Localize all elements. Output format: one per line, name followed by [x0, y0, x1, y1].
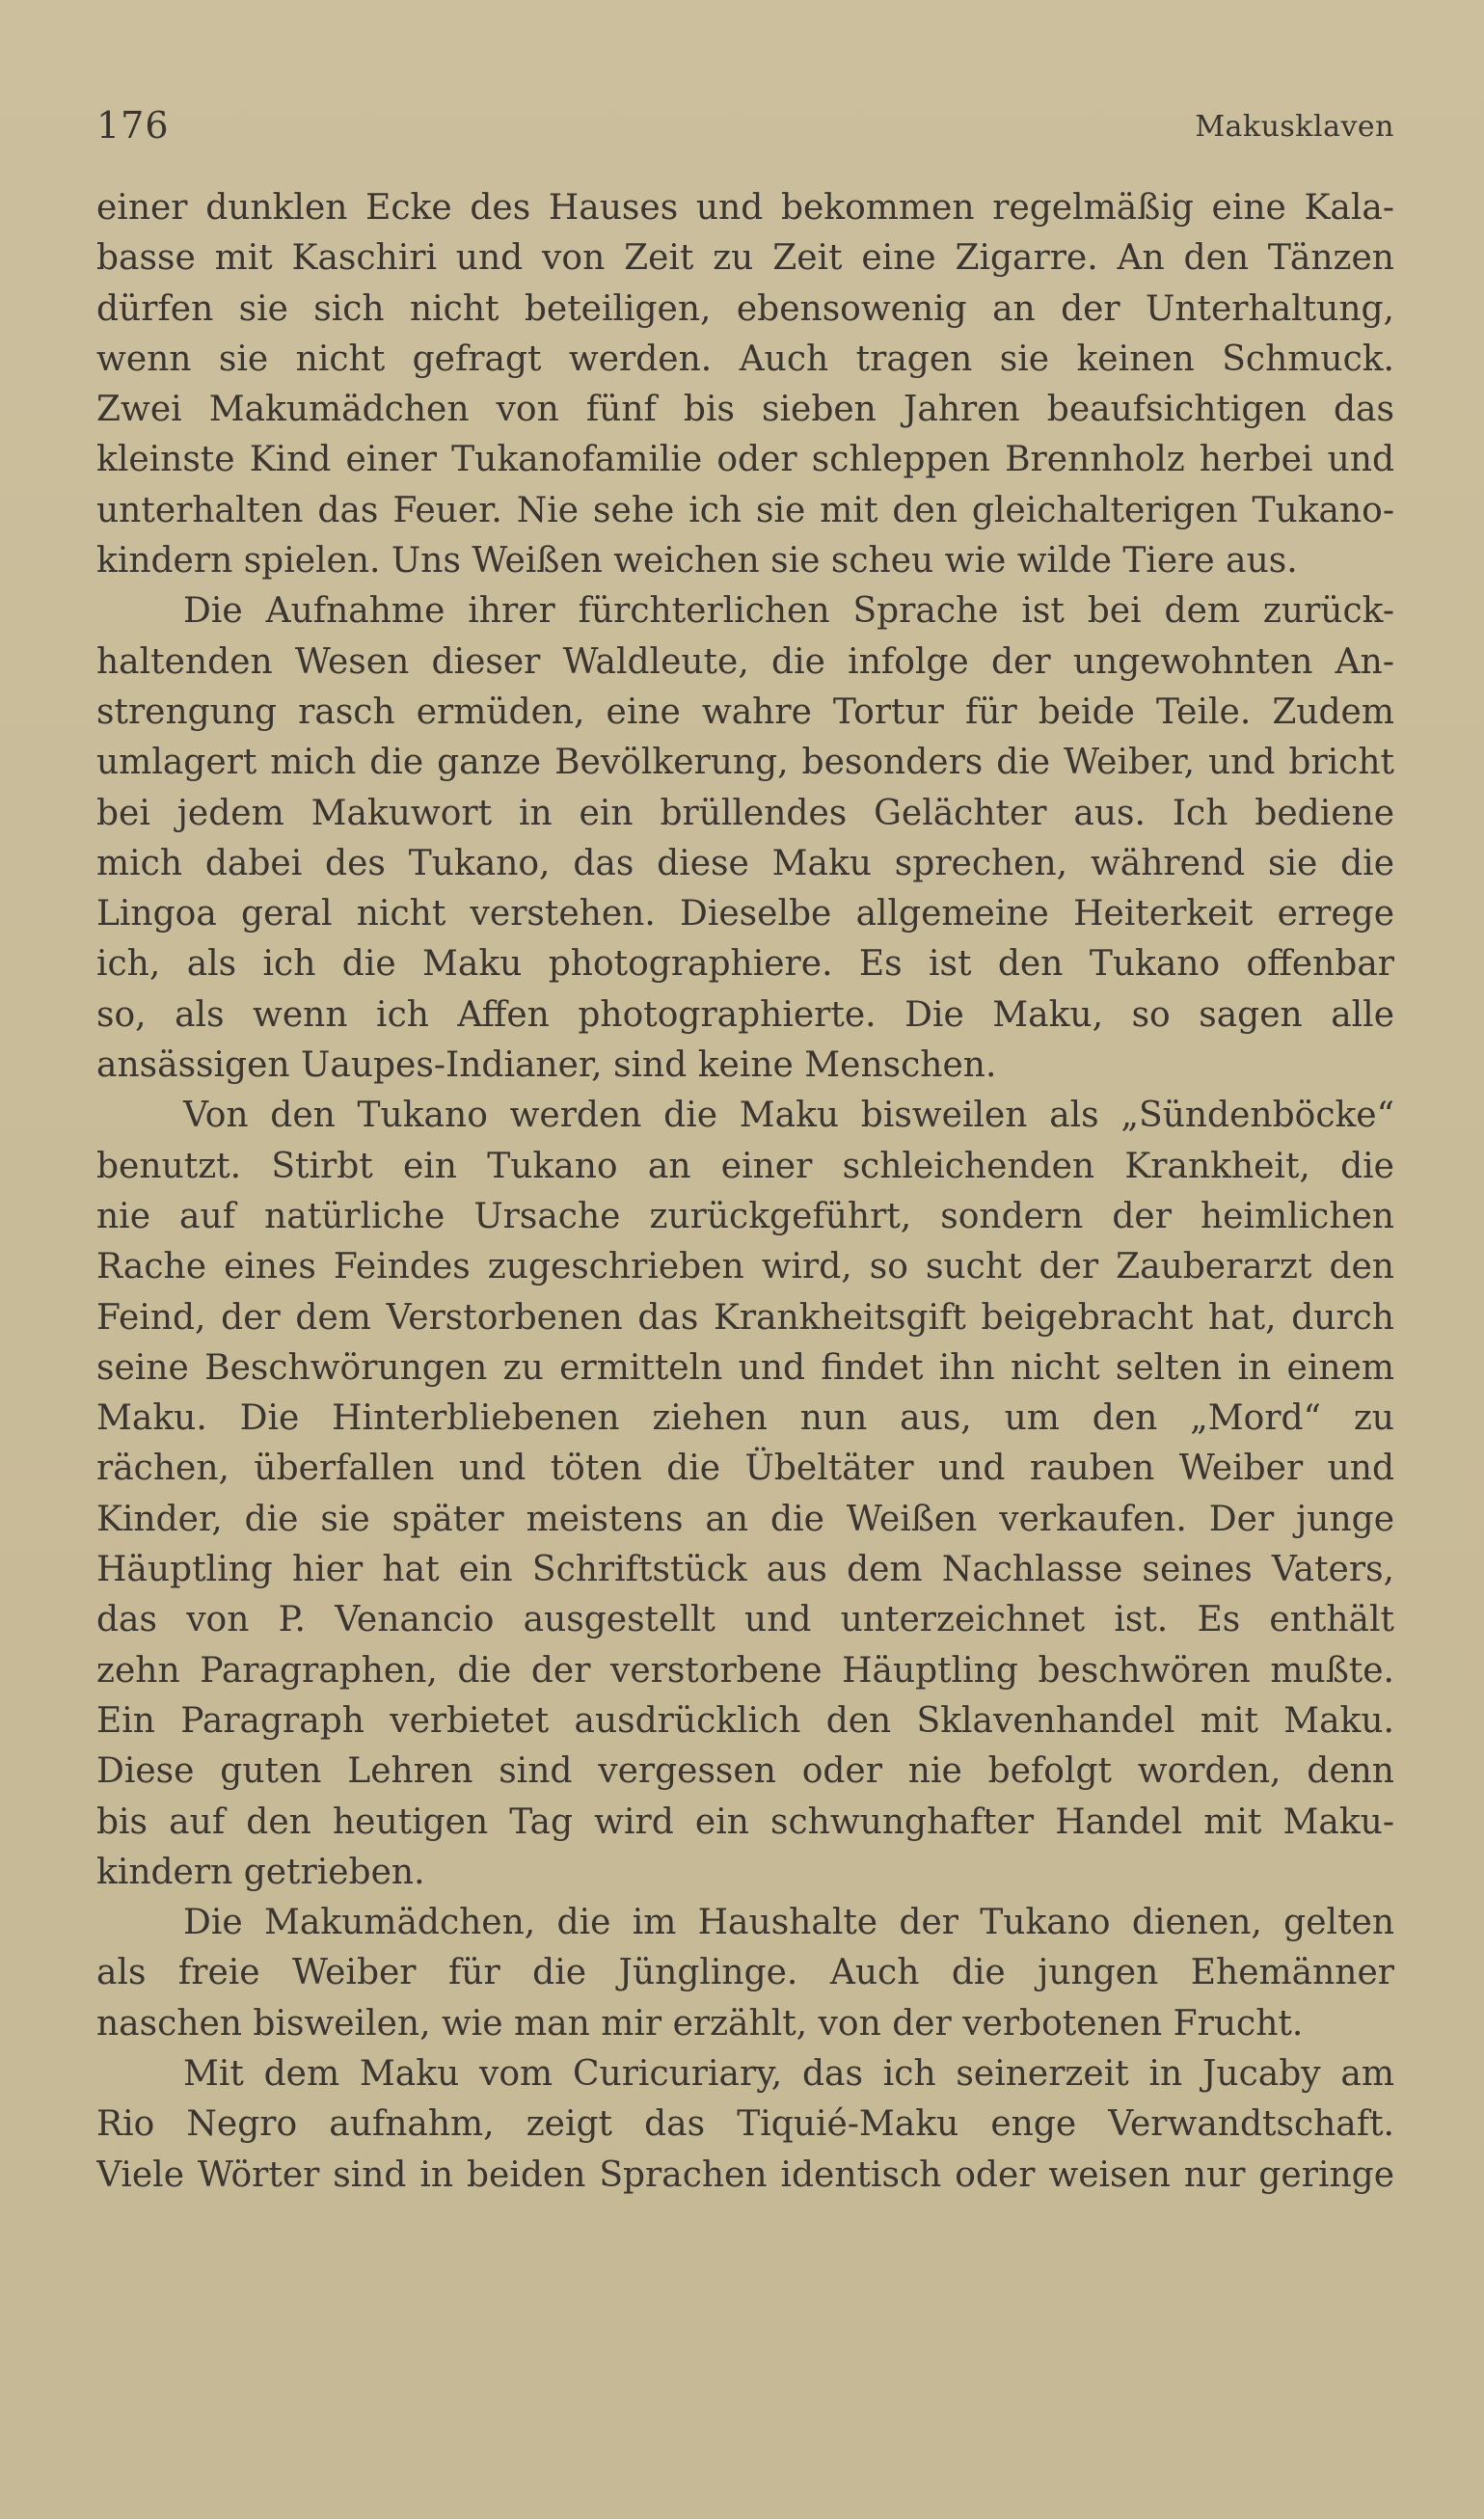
text-line: Rio Negro aufnahm, zeigt das Tiquié-Maku enge Verwandtschaft. — [96, 2104, 1394, 2145]
text-line: strengung rasch ermüden, eine wahre Tortur für beide Teile. Zudem — [96, 691, 1394, 732]
text-line: haltenden Wesen dieser Waldleute, die infolge der ungewohnten An- — [96, 641, 1394, 682]
text-line: so, als wenn ich Affen photographierte. Die Maku, so sagen alle — [96, 994, 1394, 1035]
text-line: bis auf den heutigen Tag wird ein schwunghafter Handel mit Maku- — [96, 1801, 1394, 1842]
text-line: das von P. Venancio ausgestellt und unterzeichnet ist. Es enthält — [96, 1600, 1394, 1640]
text-line: unterhalten das Feuer. Nie sehe ich sie mit den gleichalterigen Tukano- — [96, 490, 1394, 530]
text-line: umlagert mich die ganze Bevölkerung, besonders die Weiber, und bricht — [96, 743, 1394, 783]
text-line: kindern spielen. Uns Weißen weichen sie scheu wie wilde Tiere aus. — [96, 541, 1298, 582]
running-title: Makusklaven — [1195, 110, 1394, 144]
text-line: zehn Paragraphen, die der verstorbene Häuptling beschwören mußte. — [96, 1650, 1394, 1691]
text-line: Ein Paragraph verbietet ausdrücklich den Sklavenhandel mit Maku. — [96, 1700, 1394, 1741]
text-line: kindern getrieben. — [96, 1852, 425, 1892]
text-line: dürfen sie sich nicht beteiligen, ebensowenig an der Unterhaltung, — [96, 288, 1394, 329]
text-line: bei jedem Makuwort in ein brüllendes Gelächter aus. Ich bediene — [96, 793, 1394, 833]
text-line: Lingoa geral nicht verstehen. Dieselbe allgemeine Heiterkeit errege — [96, 894, 1394, 934]
text-line: Kinder, die sie später meistens an die Weißen verkaufen. Der junge — [96, 1499, 1394, 1539]
body-text — [96, 183, 1394, 2201]
text-line: Diese guten Lehren sind vergessen oder nie befolgt worden, denn — [96, 1751, 1394, 1792]
page-number: 176 — [96, 104, 170, 147]
text-line: Die Aufnahme ihrer fürchterlichen Sprache ist bei dem zurück- — [183, 591, 1394, 632]
text-line: Viele Wörter sind in beiden Sprachen identisch oder weisen nur geringe — [96, 2154, 1394, 2195]
text-line: ich, als ich die Maku photographiere. Es ist den Tukano offenbar — [96, 944, 1394, 985]
text-line: basse mit Kaschiri und von Zeit zu Zeit eine Zigarre. An den Tänzen — [96, 238, 1394, 279]
text-line: Feind, der dem Verstorbenen das Krankheitsgift beigebracht hat, durch — [96, 1297, 1394, 1338]
text-line: Maku. Die Hinterbliebenen ziehen nun aus, um den „Mord“ zu — [96, 1398, 1394, 1439]
text-line: Die Makumädchen, die im Haushalte der Tukano dienen, gelten — [183, 1903, 1394, 1943]
text-line: naschen bisweilen, wie man mir erzählt, von der verbotenen Frucht. — [96, 2003, 1304, 2044]
text-line: mich dabei des Tukano, das diese Maku sprechen, während sie die — [96, 843, 1394, 883]
text-line: ansässigen Uaupes-Indianer, sind keine Menschen. — [96, 1045, 997, 1086]
text-line: Rache eines Feindes zugeschrieben wird, so sucht der Zauberarzt den — [96, 1247, 1394, 1287]
text-line: benutzt. Stirbt ein Tukano an einer schleichenden Krankheit, die — [96, 1146, 1394, 1186]
text-line: nie auf natürliche Ursache zurückgeführt, sondern der heimlichen — [96, 1196, 1394, 1236]
text-line: rächen, überfallen und töten die Übeltäter und rauben Weiber und — [96, 1449, 1394, 1489]
text-line: wenn sie nicht gefragt werden. Auch tragen sie keinen Schmuck. — [96, 339, 1394, 379]
text-line: Mit dem Maku vom Curicuriary, das ich seinerzeit in Jucaby am — [183, 2053, 1394, 2094]
text-line: Häuptling hier hat ein Schriftstück aus dem Nachlasse seines Vaters, — [96, 1550, 1394, 1590]
text-line: seine Beschwörungen zu ermitteln und findet ihn nicht selten in einem — [96, 1347, 1394, 1388]
text-line: Zwei Makumädchen von fünf bis sieben Jahren beaufsichtigen das — [96, 390, 1394, 430]
page-header — [96, 104, 1394, 152]
text-line: einer dunklen Ecke des Hauses und bekommen regelmäßig eine Kala- — [96, 188, 1394, 228]
text-line: als freie Weiber für die Jünglinge. Auch die jungen Ehemänner — [96, 1953, 1394, 1993]
text-line: kleinste Kind einer Tukanofamilie oder schleppen Brennholz herbei und — [96, 440, 1394, 480]
text-line: Von den Tukano werden die Maku bisweilen als „Sündenböcke“ — [183, 1096, 1394, 1136]
